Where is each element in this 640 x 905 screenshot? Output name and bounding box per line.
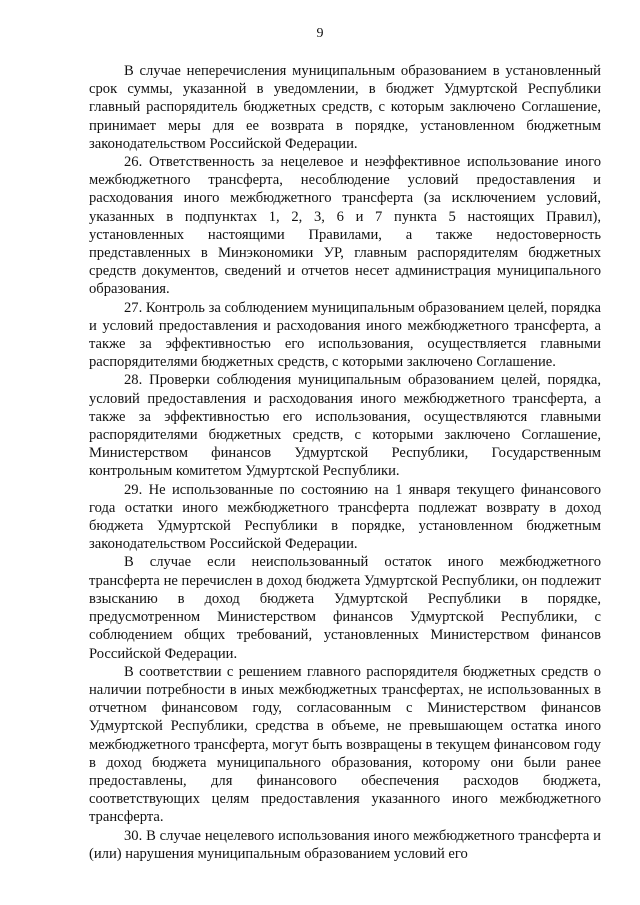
page-number: 9	[316, 26, 324, 41]
paragraph-29-unused-balances: 29. Не использованные по состоянию на 1 января текущего финансового года остатки иного межбюджетного трансферта подлежат возврату в доход бюджета Удмуртской Республики в порядке, установленном бюджетным законодательством Российской Федерации.	[89, 481, 601, 553]
paragraph-recovery: В случае если неиспользованный остаток иного межбюджетного трансферта не перечислен в доход бюджета Удмуртской Республики, он подлежит взысканию в доход бюджета Удмуртской Республики в порядке, предусмотренном Министерством финансов Удмуртской Республики, с соблюдением общих требований, установленных Министерством финансов Российской Федерации.	[89, 554, 601, 662]
paragraph-26-responsibility: 26. Ответственность за нецелевое и неэффективное использование иного межбюджетного трансферта, несоблюдение условий предоставления и расходования иного межбюджетного трансферта (за исключением условий, указанных в подпунктах 1, 2, 3, 6 и 7 пункта 5 настоящих Правил), установленных настоящими Правилами, а также недостоверность представленных в Минэкономики УР, главным распорядителям бюджетных средств документов, сведений и отчетов несет администрация муниципального образования.	[89, 154, 601, 298]
paragraph-return-procedure: В случае неперечисления муниципальным образованием в установленный срок суммы, указанной в уведомлении, в бюджет Удмуртской Республики главный распорядитель бюджетных средств, с которым заключено Соглашение, принимает меры для ее возврата в порядке, установленном бюджетным законодательством Российской Федерации.	[89, 63, 601, 152]
paragraph-return-to-budget: В соответствии с решением главного распорядителя бюджетных средств о наличии потребности в иных межбюджетных трансфертах, не использованных в отчетном финансовом году, согласованным с Министерством финансов Удмуртской Республики, средства в объеме, не превышающем остатка иного межбюджетного трансферта, могут быть возвращены в текущем финансовом году в доход бюджета муниципального образования, которому они были ранее предоставлены, для финансового обеспечения расходов бюджета, соответствующих целям предоставления указанного иного межбюджетного трансферта.	[89, 663, 601, 826]
paragraph-28-inspections: 28. Проверки соблюдения муниципальным образованием целей, порядка, условий предоставления и расходования иного межбюджетного трансферта, а также за эффективностью его использования, осуществляются главными распорядителями бюджетных средств, с которыми заключено Соглашение, Министерством финансов Удмуртской Республики, Государственным контрольным комитетом Удмуртской Республики.	[89, 372, 601, 480]
paragraph-27-control: 27. Контроль за соблюдением муниципальным образованием целей, порядка и условий предоставления и расходования иного межбюджетного трансферта, а также за эффективностью его использования, осуществляется главными распорядителями бюджетных средств, с которыми заключено Соглашение.	[89, 299, 601, 371]
paragraph-30-misuse: 30. В случае нецелевого использования иного межбюджетного трансферта и (или) нарушения муниципальным образованием условий его	[89, 827, 601, 862]
document-body	[89, 62, 601, 863]
